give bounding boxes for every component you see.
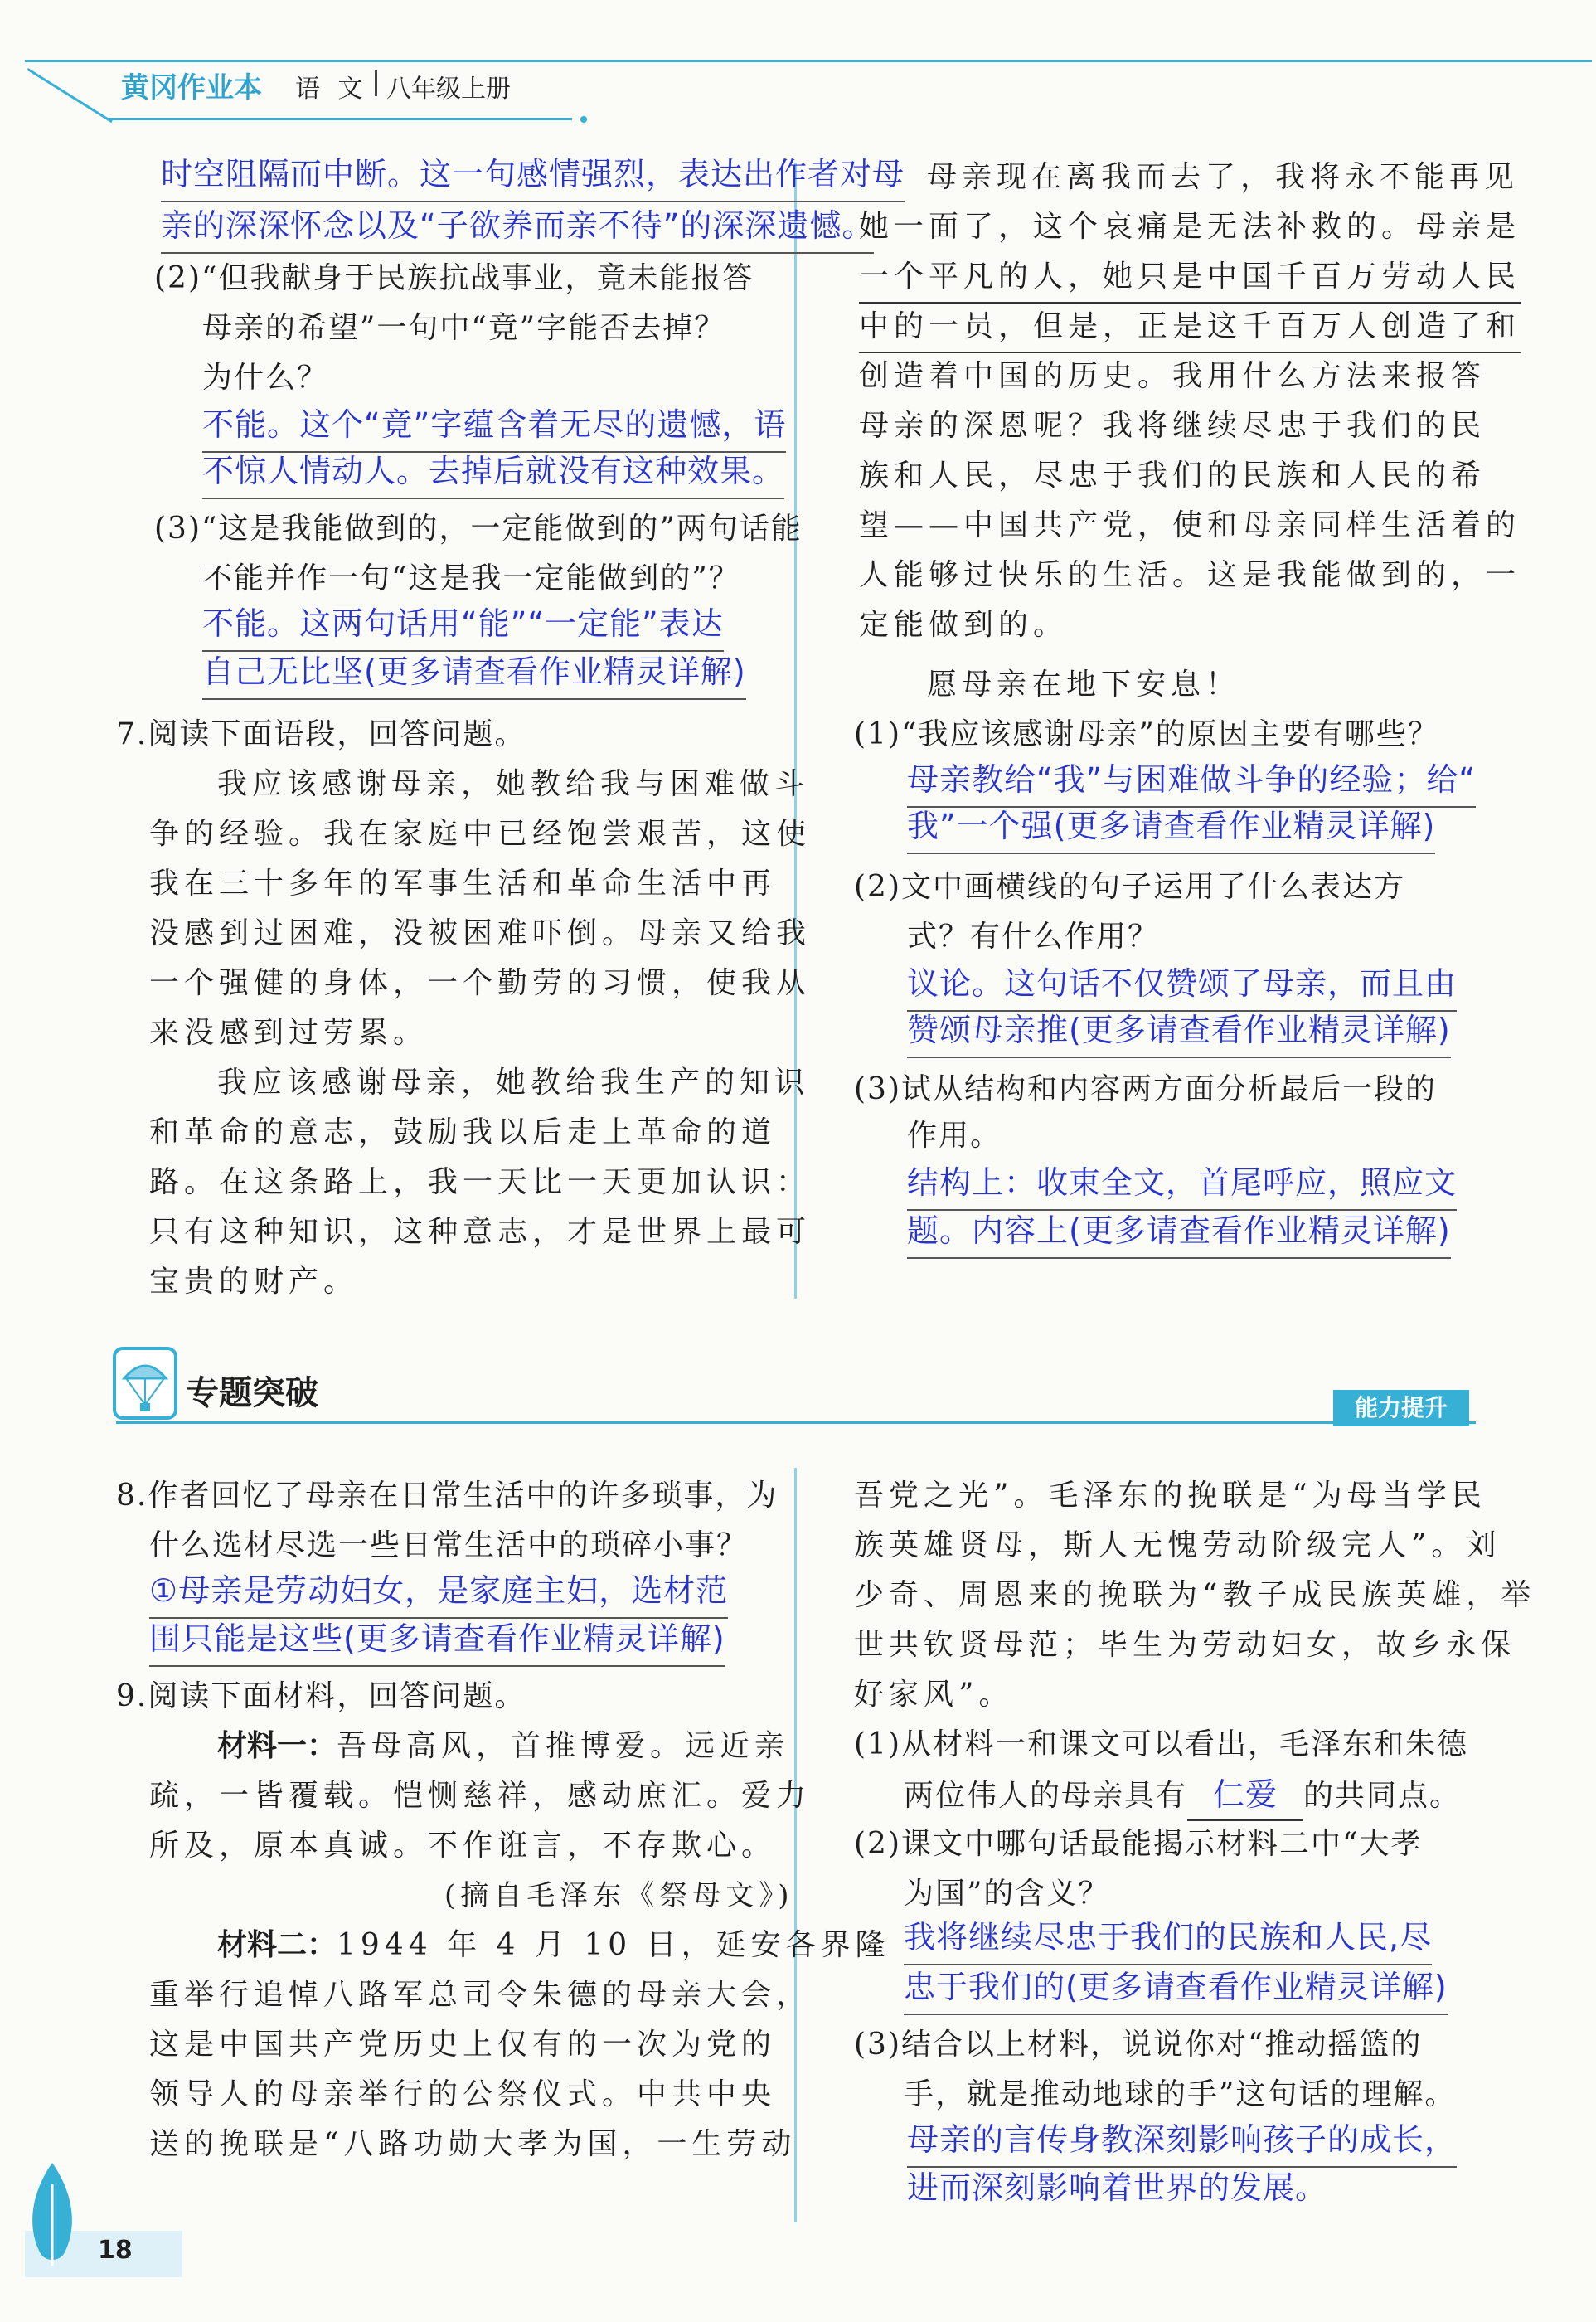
passage-line: 送的挽联是“八路功勋大孝为国，一生劳动 [149, 2127, 797, 2161]
passage-line: 来没感到过劳累。 [149, 1016, 429, 1050]
answer-line: 母亲的言传身教深刻影响孩子的成长， [907, 2115, 1457, 2168]
answer-line: ①母亲是劳动妇女，是家庭主妇，选材范 [149, 1566, 728, 1619]
question-text: (2)“但我献身于民族抗战事业，竟未能报答 [154, 261, 754, 295]
question-text: 什么选材尽选一些日常生活中的琐碎小事？ [149, 1528, 749, 1562]
question-text: 7.阅读下面语段，回答问题。 [116, 717, 526, 751]
answer-line: 不惊人情动人。去掉后就没有这种效果。 [202, 446, 784, 499]
question-text: 不能并作一句“这是我一定能做到的”？ [202, 561, 740, 595]
question-text: (2)课文中哪句话最能揭示材料二中“大孝 [854, 1827, 1423, 1861]
question-text: (1)“我应该感谢母亲”的原因主要有哪些？ [854, 717, 1439, 751]
answer-line: 不能。这两句话用“能”“一定能”表达 [202, 599, 724, 652]
leaf-icon [23, 2159, 81, 2267]
question-text: (2)文中画横线的句子运用了什么表达方 [854, 870, 1405, 904]
question-text: 母亲的希望”一句中“竟”字能否去掉？ [202, 311, 726, 345]
answer-line: 我”一个强(更多请查看作业精灵详解) [907, 801, 1435, 854]
passage-line: 路。在这条路上，我一天比一天更加认识： [149, 1165, 812, 1199]
answer-line: 自己无比坚(更多请查看作业精灵详解) [202, 647, 746, 700]
passage-line: 疏，一皆覆载。恺恻慈祥，感动庶汇。爱力 [149, 1779, 812, 1813]
subject-label: 语 文 [295, 75, 368, 104]
answer-line: 结构上：收束全文，首尾呼应，照应文 [907, 1158, 1457, 1211]
passage-line: 少奇、周恩来的挽联为“教子成民族英雄，举 [854, 1578, 1536, 1612]
answer-line: 题。内容上(更多请查看作业精灵详解) [907, 1206, 1451, 1259]
question-text: (3)试从结构和内容两方面分析最后一段的 [854, 1072, 1437, 1106]
passage-line: 她一面了，这个哀痛是无法补救的。母亲是 [859, 210, 1521, 244]
question-text: 为国”的含义？ [904, 1877, 1110, 1911]
answer-line: 议论。这句话不仅赞颂了母亲，而且由 [907, 959, 1457, 1012]
fill-in-question [904, 1770, 1461, 1821]
passage-line: 我在三十多年的军事生活和革命生活中再 [149, 867, 777, 901]
underlined-passage-line: 一个平凡的人，她只是中国千百万劳动人民 [859, 252, 1521, 304]
passage-line: 所及，原本真诚。不作诳言，不存欺心。 [149, 1829, 777, 1863]
question-text: 作用。 [907, 1119, 1002, 1153]
passage-line: 愿母亲在地下安息！ [927, 668, 1241, 702]
answer-line: 赞颂母亲推(更多请查看作业精灵详解) [907, 1005, 1451, 1058]
passage-line: 没感到过困难，没被困难吓倒。母亲又给我 [149, 916, 812, 950]
page-number: 18 [98, 2236, 133, 2265]
underlined-passage-line: 中的一员，但是，正是这千百万人创造了和 [859, 302, 1521, 353]
answer-line: 进而深刻影响着世界的发展。 [907, 2169, 1328, 2206]
passage-line: 母亲现在离我而去了，我将永不能再见 [927, 160, 1520, 194]
passage-line: 争的经验。我在家庭中已经饱尝艰苦，这使 [149, 817, 812, 851]
passage-line: 望——中国共产党，使和母亲同样生活着的 [859, 508, 1521, 542]
column-divider-top [794, 163, 797, 1299]
parachute-icon [113, 1347, 177, 1420]
material-one [217, 1722, 789, 1771]
material-label: 材料一： [217, 1729, 337, 1763]
section-title: 专题突破 [186, 1374, 318, 1412]
passage-line: 一个强健的身体，一个勤劳的习惯，使我从 [149, 966, 812, 1000]
section-rule [116, 1421, 1476, 1424]
passage-line: 宝贵的财产。 [149, 1265, 359, 1299]
question-text: 式？有什么作用？ [907, 920, 1160, 954]
fill-in-answer: 仁爱 [1187, 1770, 1303, 1821]
answer-line: 母亲教给“我”与困难做斗争的经验；给“ [907, 755, 1476, 808]
grade-label: 八年级上册 [386, 75, 511, 104]
passage-line: 我应该感谢母亲，她教给我生产的知识 [217, 1066, 810, 1100]
passage-line: 和革命的意志，鼓励我以后走上革命的道 [149, 1115, 777, 1149]
answer-line: 不能。这个“竟”字蕴含着无尽的遗憾，语 [202, 400, 786, 453]
passage-line: 族和人民，尽忠于我们的民族和人民的希 [859, 459, 1487, 493]
header-dot [580, 116, 587, 123]
question-text: (3)结合以上材料，说说你对“推动摇篮的 [854, 2028, 1423, 2062]
question-text: 手，就是推动地球的手”这句话的理解。 [904, 2077, 1457, 2111]
passage-line: 好家风”。 [854, 1678, 1014, 1712]
answer-line: 忠于我们的(更多请查看作业精灵详解) [904, 1962, 1448, 2015]
passage-line: 领导人的母亲举行的公祭仪式。中共中央 [149, 2077, 777, 2111]
passage-line: 吾母高风，首推博爱。远近亲 [337, 1729, 790, 1763]
header-rule [25, 60, 1592, 62]
material-label: 材料二： [217, 1928, 337, 1962]
passage-line: 人能够过快乐的生活。这是我能做到的，一 [859, 558, 1521, 592]
passage-line: 重举行追悼八路军总司令朱德的母亲大会， [149, 1978, 812, 2012]
passage-line: 创造着中国的历史。我用什么方法来报答 [859, 359, 1487, 393]
answer-line: 我将继续尽忠于我们的民族和人民,尽 [904, 1912, 1432, 1965]
column-divider-bottom [794, 1468, 797, 2222]
answer-line: 亲的深深怀念以及“子欲养而亲不待”的深深遗憾。 [161, 201, 874, 254]
section-tag: 能力提升 [1333, 1390, 1469, 1426]
passage-line: 我应该感谢母亲，她教给我与困难做斗 [217, 767, 810, 801]
question-text: 两位伟人的母亲具有 [904, 1779, 1188, 1813]
header-divider [375, 70, 377, 96]
source-citation: (摘自毛泽东《祭母文》) [444, 1879, 794, 1912]
question-text: 的共同点。 [1303, 1779, 1462, 1813]
question-text: 为什么？ [202, 361, 329, 395]
passage-line: 1944 年 4 月 10 日，延安各界隆 [337, 1928, 890, 1962]
passage-line: 母亲的深恩呢？我将继续尽忠于我们的民 [859, 409, 1487, 443]
passage-line: 世共钦贤母范；毕生为劳动妇女，故乡永保 [854, 1628, 1516, 1662]
question-text: 9.阅读下面材料，回答问题。 [116, 1679, 526, 1713]
material-two [217, 1921, 890, 1970]
answer-line: 时空阻隔而中断。这一句感情强烈，表达出作者对母 [161, 149, 905, 202]
passage-line: 吾党之光”。毛泽东的挽联是“为母当学民 [854, 1479, 1487, 1513]
brand-title: 黄冈作业本 [121, 71, 262, 104]
answer-line: 围只能是这些(更多请查看作业精灵详解) [149, 1614, 725, 1667]
passage-line: 定能做到的。 [859, 608, 1069, 642]
passage-line: 族英雄贤母，斯人无愧劳动阶级完人”。刘 [854, 1528, 1501, 1562]
header-slant-rule [27, 68, 112, 123]
question-text: 8.作者回忆了母亲在日常生活中的许多琐事，为 [116, 1479, 779, 1513]
question-text: (3)“这是我能做到的，一定能做到的”两句话能 [154, 512, 803, 546]
passage-line: 只有这种知识，这种意志，才是世界上最可 [149, 1215, 812, 1249]
question-text: (1)从材料一和课文可以看出，毛泽东和朱德 [854, 1727, 1468, 1761]
passage-line: 这是中国共产党历史上仅有的一次为党的 [149, 2028, 777, 2062]
